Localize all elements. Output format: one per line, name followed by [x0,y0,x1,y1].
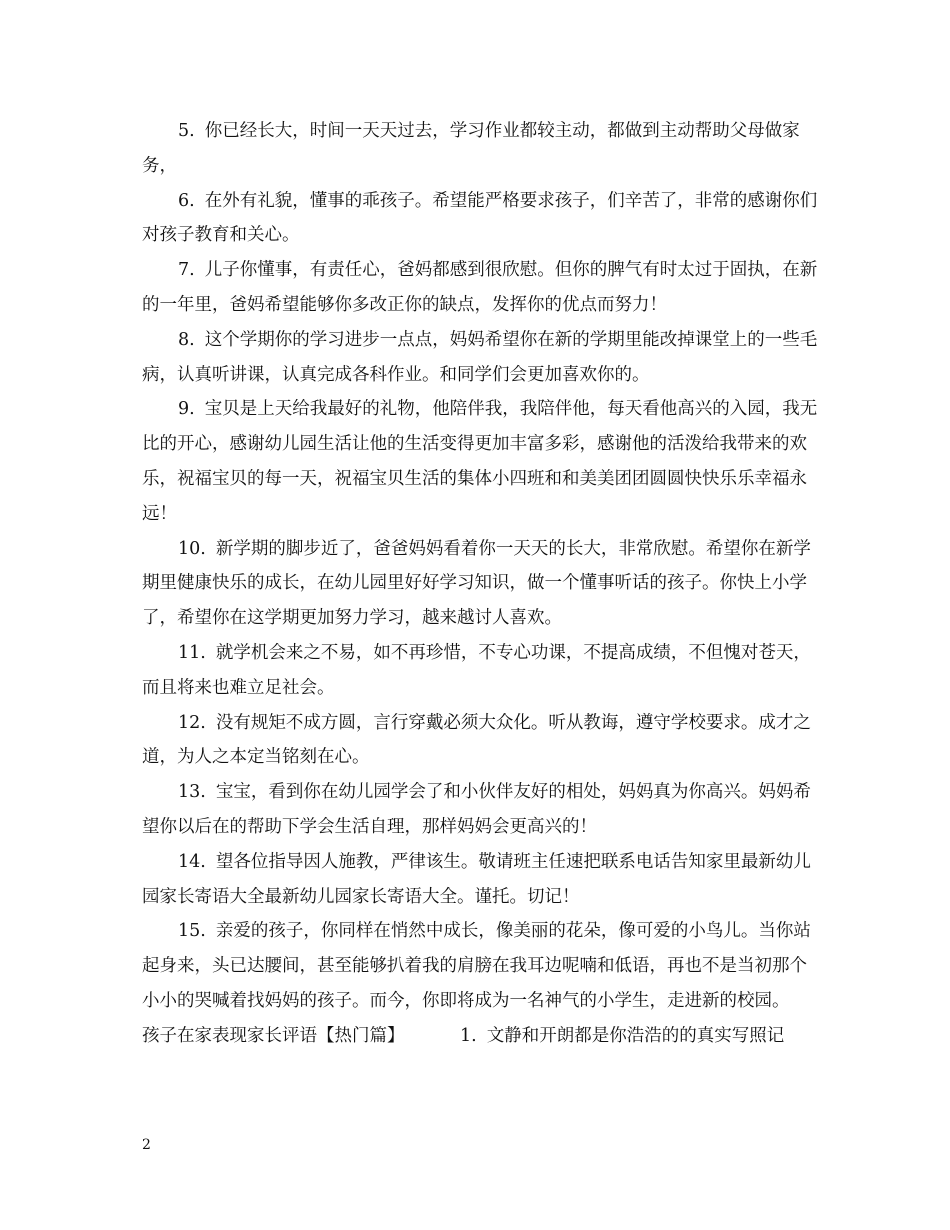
item-number: 5. [178,121,195,141]
item-number: 12. [178,712,206,733]
item-number: 8. [178,329,195,350]
paragraph-10 [142,532,822,636]
paragraph-text: 儿子你懂事，有责任心，爸妈都感到很欣慰。但你的脾气有时太过于固执，在新的一年里，爸妈希望能够你多改正你的缺点，发挥你的优点而努力！ [142,260,818,315]
paragraph-9 [142,392,822,531]
paragraph-text: 宝宝，看到你在幼儿园学会了和小伙伴友好的相处，妈妈真为你高兴。妈妈希望你以后在的帮助下学会生活自理，那样妈妈会更高兴的！ [142,782,811,837]
paragraph-13 [142,775,822,845]
paragraph-8 [142,323,822,393]
paragraph-14 [142,845,822,915]
paragraph-text: 这个学期你的学习进步一点点，妈妈希望你在新的学期里能改掉课堂上的一些毛病，认真听讲课，认真完成各科作业。和同学们会更加喜欢你的。 [142,329,818,385]
item-number: 15. [178,921,206,942]
paragraph-text: 就学机会来之不易，如不再珍惜，不专心功课，不提高成绩，不但愧对苍天，而且将来也难立足社会。 [142,642,811,698]
paragraph-text: 新学期的脚步近了，爸爸妈妈看着你一天天的长大，非常欣慰。希望你在新学期里健康快乐的成长，在幼儿园里好好学习知识，做一个懂事听话的孩子。你快上小学了，希望你在这学期更加努力学习，越来越讨人喜欢。 [142,538,811,629]
page-number: 2 [142,1137,151,1153]
item-number: 10. [178,538,206,559]
item-number: 1. [460,1025,477,1046]
paragraph-7 [142,253,822,323]
paragraph-text: 望各位指导因人施教，严律该生。敬请班主任速把联系电话告知家里最新幼儿园家长寄语大全最新幼儿园家长寄语大全。谨托。切记！ [142,851,811,907]
item-number: 14. [178,851,206,872]
document-body [142,114,822,1054]
paragraph-5 [142,114,822,184]
paragraph-15 [142,914,822,1018]
paragraph-12 [142,706,822,776]
section-heading: 孩子在家表现家长评语【热门篇】 [142,1025,405,1046]
paragraph-text: 宝贝是上天给我最好的礼物，他陪伴我，我陪伴他，每天看他高兴的入园，我无比的开心，感谢幼儿园生活让他的生活变得更加丰富多彩，感谢他的活泼给我带来的欢乐，祝福宝贝的每一天，祝福宝贝生活的集体小四班和和美美团团圆圆快快乐乐幸福永远！ [142,399,818,524]
paragraph-text: 在外有礼貌，懂事的乖孩子。希望能严格要求孩子，们辛苦了，非常的感谢你们对孩子教育和关心。 [142,190,818,246]
paragraph-6 [142,184,822,254]
item-number: 7. [178,260,195,281]
paragraph-text: 你已经长大，时间一天天过去，学习作业都较主动，都做到主动帮助父母做家务， [142,121,800,176]
item-number: 13. [178,782,206,803]
section-heading-line [142,1019,822,1054]
paragraph-text: 没有规矩不成方圆，言行穿戴必须大众化。听从教诲，遵守学校要求。成才之道，为人之本定当铭刻在心。 [142,712,811,768]
item-number: 6. [178,190,195,211]
item-number: 11. [178,642,206,663]
item-number: 9. [178,399,195,420]
paragraph-11 [142,636,822,706]
paragraph-text: 文静和开朗都是你浩浩的的真实写照记 [486,1025,785,1046]
paragraph-text: 亲爱的孩子，你同样在悄然中成长，像美丽的花朵，像可爱的小鸟儿。当你站起身来，头已达腰间，甚至能够扒着我的肩膀在我耳边呢喃和低语，再也不是当初那个小小的哭喊着找妈妈的孩子。而今，你即将成为一名神气的小学生，走进新的校园。 [142,921,811,1011]
